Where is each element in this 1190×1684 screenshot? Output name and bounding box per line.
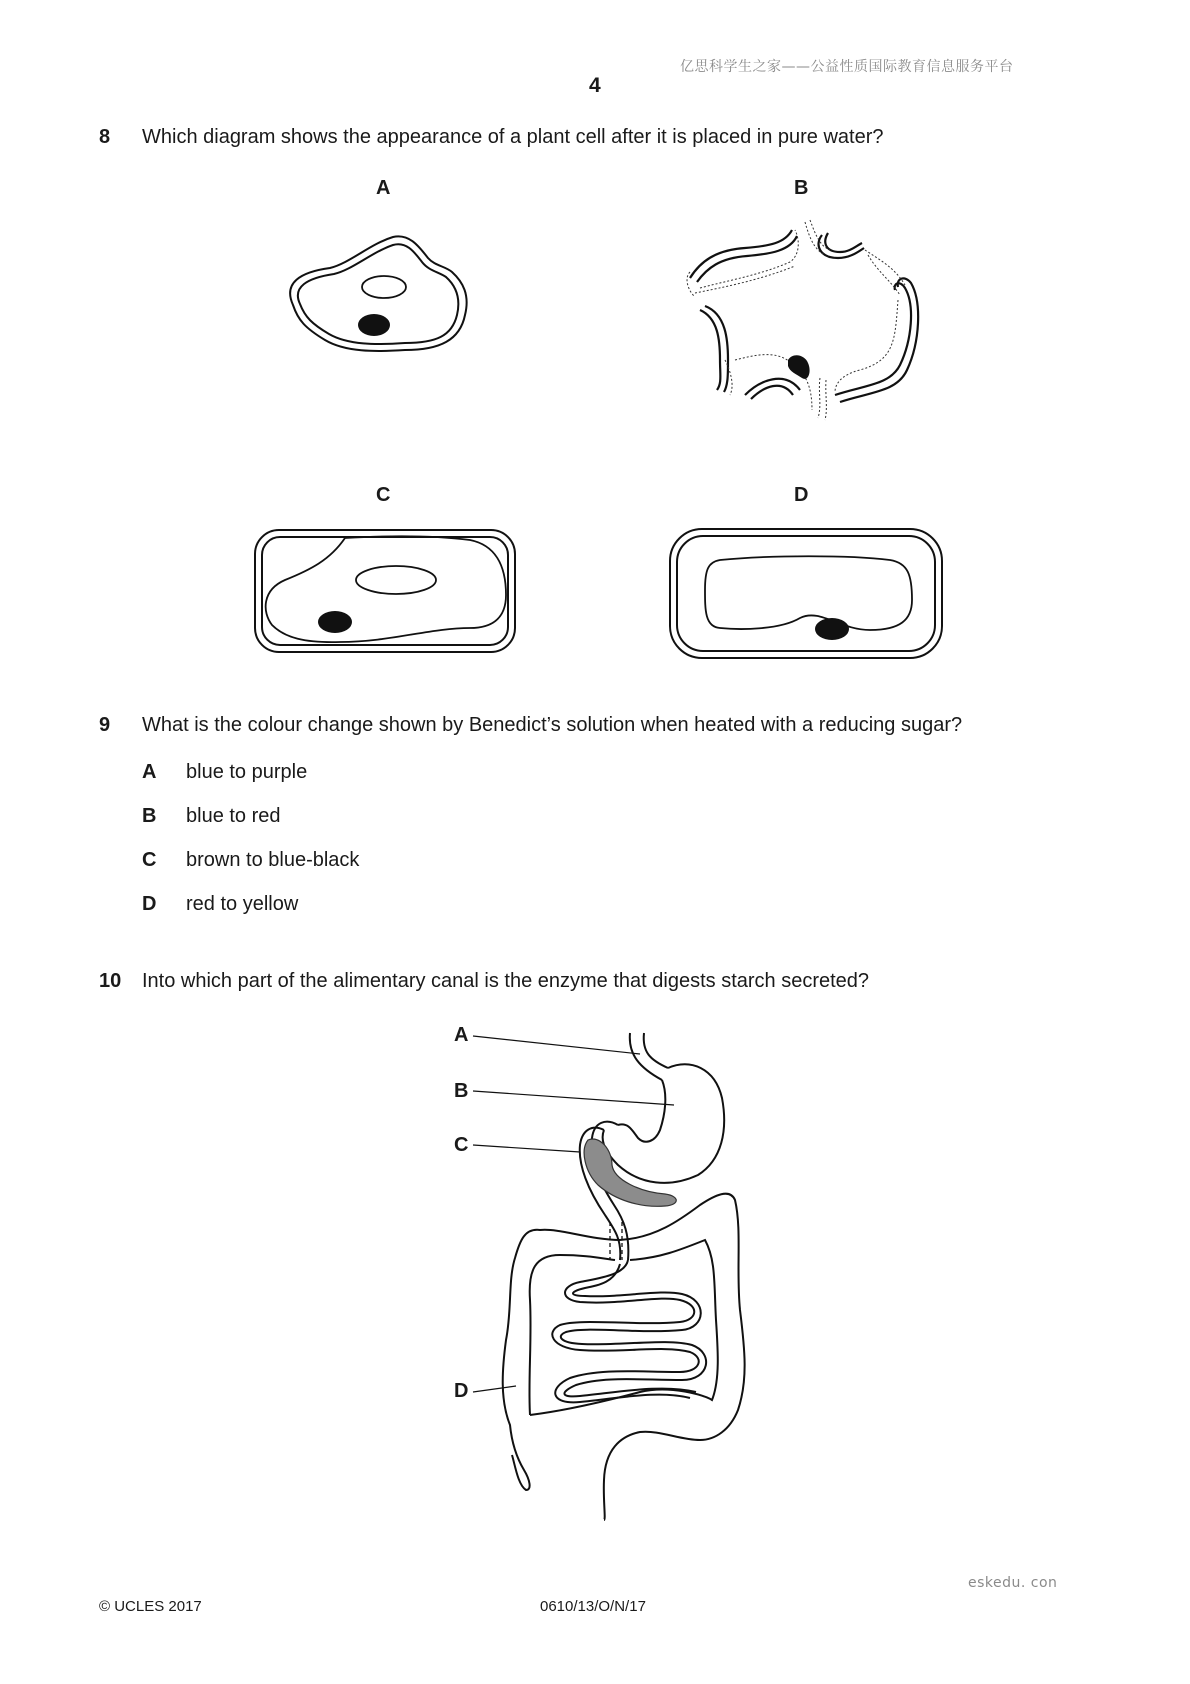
q10-label-c: C [454,1134,469,1156]
q10-label-a: A [454,1024,469,1046]
q8-label-d: D [794,484,809,506]
q10-label-d: D [454,1380,469,1402]
pancreas [584,1139,676,1206]
footer-paper-code: 0610/13/O/N/17 [540,1598,646,1615]
q9-option-b-letter: B [142,805,157,827]
q8-label-a: A [376,177,391,199]
header-watermark: 亿思科学生之家——公益性质国际教育信息服务平台 [680,59,1014,75]
q9-option-d-text: red to yellow [186,893,299,915]
footer-copyright: © UCLES 2017 [99,1598,202,1615]
q9-option-a-letter: A [142,761,157,783]
q8-label-c: C [376,484,391,506]
q9-option-c-text: brown to blue-black [186,849,360,871]
q8-label-b: B [794,177,809,199]
q9-text: What is the colour change shown by Benedict’s solution when heated with a reducing sugar? [142,714,963,736]
q8-number: 8 [99,126,111,148]
q9-option-b-text: blue to red [186,805,281,827]
q10-text: Into which part of the alimentary canal is the enzyme that digests starch secreted? [142,970,870,992]
q9-option-d-letter: D [142,893,157,915]
page-number: 4 [589,74,601,97]
q10-label-b: B [454,1080,469,1102]
q8-text: Which diagram shows the appearance of a plant cell after it is placed in pure water? [142,126,884,148]
footer-site-watermark: eskedu. con [968,1575,1058,1591]
q9-option-a-text: blue to purple [186,761,308,783]
q9-option-c-letter: C [142,849,157,871]
q10-number: 10 [99,970,122,992]
q9-number: 9 [99,714,111,736]
